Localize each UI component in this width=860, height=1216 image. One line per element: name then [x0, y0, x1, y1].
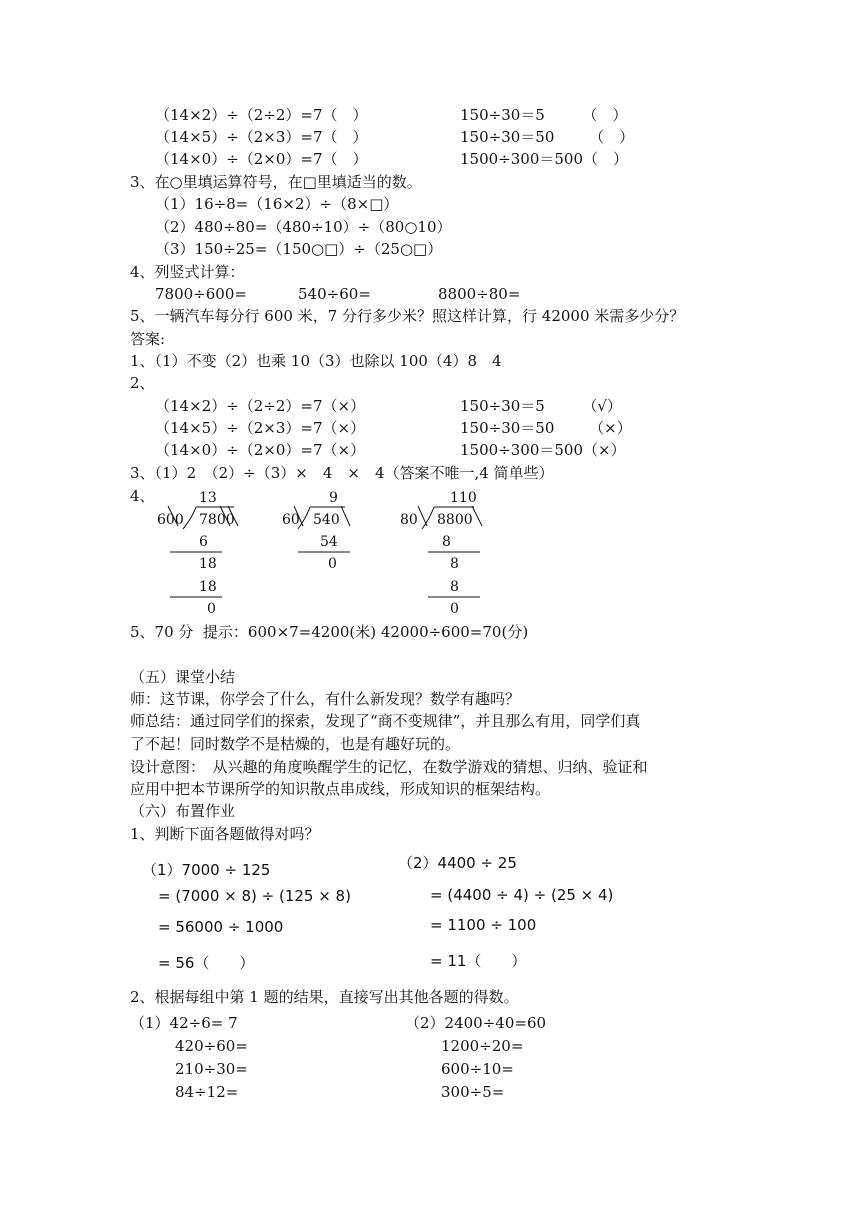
q3-item-3: （3）150÷25=（150○□）÷（25○□） [155, 240, 443, 258]
long-division-1 [157, 490, 238, 617]
homework-figure [0, 848, 860, 978]
div1-step-3: 18 [199, 579, 217, 595]
div2-step-1: 54 [320, 534, 338, 550]
div3-divisor: 80 [400, 512, 418, 528]
group2-line-2: 1200÷20= [441, 1037, 524, 1055]
div1-step-1: 6 [199, 534, 208, 550]
group2-line-4: 300÷5= [441, 1083, 505, 1101]
fig2-line-3: = 1100 ÷ 100 [430, 916, 537, 934]
div3-step-3: 8 [450, 579, 459, 595]
q3-title: 3、在○里填运算符号，在□里填适当的数。 [130, 173, 422, 191]
homework-question-2: 2、根据每组中第 1 题的结果，直接写出其他各题的得数。 [130, 988, 519, 1006]
fig1-line-2: = (7000 × 8) ÷ (125 × 8) [158, 887, 351, 905]
design-intent-a: 设计意图： 从兴趣的角度唤醒学生的记忆，在数学游戏的猜想、归纳、验证和 [130, 758, 648, 776]
fig1-line-4: = 56（ ） [158, 954, 255, 972]
q4-item-1: 7800÷600= [155, 285, 247, 303]
homework-question-1: 1、判断下面各题做得对吗？ [130, 825, 320, 843]
prev-right-2: 150÷30＝50 （ ） [460, 128, 635, 146]
div3-strike-1 [418, 506, 427, 526]
group1-line-1: （1）42÷6= 7 [130, 1014, 238, 1032]
answer-2-left-1: （14×2）÷（2÷2）=7（×） [155, 397, 366, 415]
div2-strike-2 [341, 506, 350, 526]
answer-2-left-2: （14×5）÷（2×3）=7（×） [155, 419, 366, 437]
long-division-2 [282, 490, 350, 572]
long-division-3 [400, 490, 482, 617]
div3-step-4: 0 [450, 601, 459, 617]
fig2-line-4: = 11（ ） [430, 952, 527, 970]
q4-item-3: 8800÷80= [438, 285, 521, 303]
group2-line-1: （2）2400÷40=60 [405, 1014, 547, 1032]
prev-left-3: （14×0）÷（2×0）=7（ ） [155, 150, 368, 168]
answer-2-right-3: 1500÷300＝500（×） [460, 441, 626, 459]
div1-dividend: 7800 [199, 512, 235, 528]
div1-quotient: 13 [199, 490, 217, 506]
long-division-figures [0, 484, 860, 619]
homework-heading: （六）布置作业 [130, 802, 236, 820]
div2-dividend: 540 [313, 512, 340, 528]
fig1-line-1: （1）7000 ÷ 125 [142, 861, 271, 879]
summary-paragraph-2b: 了不起！同时数学不是枯燥的，也是有趣好玩的。 [130, 735, 461, 753]
div3-step-2: 8 [450, 556, 459, 572]
div2-divisor: 60 [282, 512, 300, 528]
div2-quotient: 9 [329, 490, 338, 506]
q5-text: 5、一辆汽车每分行 600 米，7 分行多少米？照这样计算，行 42000 米需多少分？ [130, 307, 685, 325]
div3-dividend: 8800 [437, 512, 473, 528]
answer-4-label: 4、 [130, 487, 155, 505]
group1-line-2: 420÷60= [175, 1037, 248, 1055]
group2-line-3: 600÷10= [441, 1060, 514, 1078]
q3-item-2: （2）480÷80=（480÷10）÷（80○10） [155, 218, 452, 236]
design-intent-b: 应用中把本节课所学的知识散点串成线，形成知识的框架结构。 [130, 780, 551, 798]
div3-strike-2 [472, 506, 482, 526]
prev-right-1: 150÷30＝5 （ ） [460, 106, 628, 124]
answer-3: 3、（1）2 （2）÷（3）× 4 × 4（答案不唯一,4 简单些） [130, 464, 554, 482]
summary-paragraph-2a: 师总结：通过同学们的探索，发现了“商不变规律”，并且那么有用，同学们真 [130, 712, 641, 730]
prev-right-3: 1500÷300＝500（ ） [460, 150, 629, 168]
div1-step-2: 18 [199, 556, 217, 572]
q4-item-2: 540÷60= [298, 285, 371, 303]
div3-step-1: 8 [442, 534, 451, 550]
group1-line-4: 84÷12= [175, 1083, 239, 1101]
q3-item-1: （1）16÷8=（16×2）÷（8×□） [155, 195, 399, 213]
answer-2-right-2: 150÷30＝50 （×） [460, 419, 632, 437]
answer-5: 5、70 分 提示：600×7=4200(米) 42000÷600=70(分) [130, 623, 529, 641]
group1-line-3: 210÷30= [175, 1060, 248, 1078]
answers-heading: 答案: [130, 330, 166, 348]
prev-left-1: （14×2）÷（2÷2）=7（ ） [155, 106, 368, 124]
div1-bracket-curve [183, 507, 196, 529]
figure-problem-1 [142, 861, 351, 972]
prev-left-2: （14×5）÷（2×3）=7（ ） [155, 128, 368, 146]
answer-2-label: 2、 [130, 374, 155, 392]
fig2-line-1: （2）4400 ÷ 25 [398, 854, 517, 872]
div3-quotient: 110 [450, 490, 477, 506]
div1-divisor: 600 [157, 512, 184, 528]
fig1-line-3: = 56000 ÷ 1000 [158, 918, 284, 936]
answer-1: 1、（1）不变（2）也乘 10（3）也除以 100（4）8 4 [130, 352, 502, 370]
div2-step-2: 0 [328, 556, 337, 572]
summary-heading: （五）课堂小结 [130, 668, 236, 686]
answer-2-left-3: （14×0）÷（2×0）=7（×） [155, 441, 366, 459]
figure-problem-2 [398, 854, 613, 970]
answer-2-right-1: 150÷30＝5 （√） [460, 397, 622, 415]
summary-paragraph-1: 师：这节课，你学会了什么，有什么新发现？数学有趣吗？ [130, 690, 521, 708]
q4-title: 4、列竖式计算： [130, 263, 245, 281]
fig2-line-2: = (4400 ÷ 4) ÷ (25 × 4) [430, 886, 614, 904]
div1-step-4: 0 [207, 601, 216, 617]
